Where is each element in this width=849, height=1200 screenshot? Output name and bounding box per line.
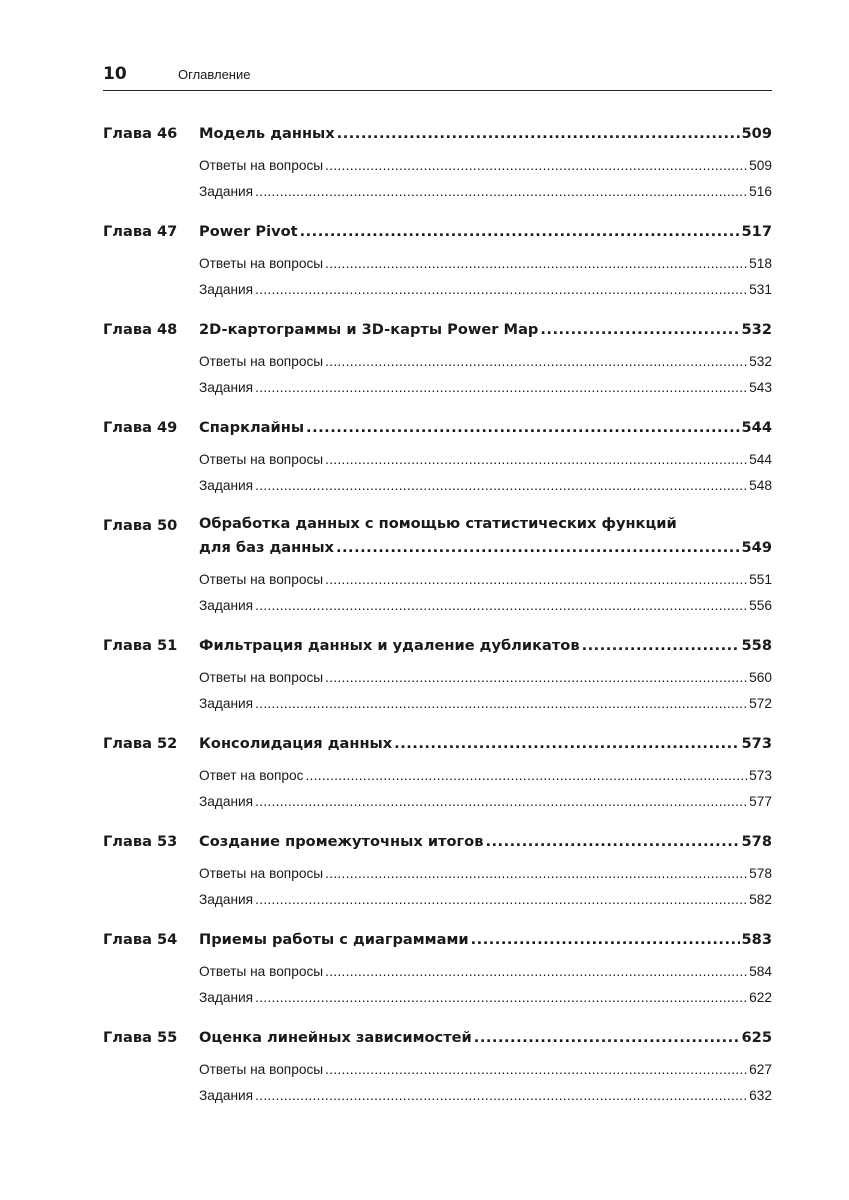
section-page: 572 — [749, 696, 772, 711]
chapter-page: 509 — [741, 125, 772, 142]
section-entry[interactable] — [199, 763, 772, 789]
section-page: 551 — [749, 572, 772, 587]
chapter-title: для баз данных — [199, 539, 334, 556]
dot-leader — [255, 1083, 747, 1109]
section-entry[interactable] — [199, 179, 772, 205]
chapter-page: 583 — [741, 931, 772, 948]
chapter-title: Модель данных — [199, 125, 335, 142]
dot-leader — [255, 375, 747, 401]
dot-leader — [540, 317, 739, 343]
section-entry[interactable] — [199, 153, 772, 179]
section-entry[interactable] — [199, 887, 772, 913]
chapter-entry[interactable] — [199, 633, 772, 659]
chapter-title: Консолидация данных — [199, 735, 393, 752]
chapter-title: 2D-картограммы и 3D-карты Power Map — [199, 321, 539, 338]
section-title: Ответы на вопросы — [199, 354, 324, 369]
chapter-label: Глава 52 — [103, 735, 178, 752]
dot-leader — [325, 153, 747, 179]
section-entry[interactable] — [199, 959, 772, 985]
toc-chapter — [103, 121, 772, 205]
section-title: Ответы на вопросы — [199, 964, 324, 979]
dot-leader — [300, 219, 740, 245]
toc-chapter — [103, 1025, 772, 1109]
chapter-label: Глава 50 — [103, 517, 178, 534]
dot-leader — [305, 763, 747, 789]
section-page: 548 — [749, 478, 772, 493]
section-entry[interactable] — [199, 1083, 772, 1109]
chapter-title: Фильтрация данных и удаление дубликатов — [199, 637, 580, 654]
toc-chapter — [103, 829, 772, 913]
dot-leader — [325, 959, 747, 985]
section-entry[interactable] — [199, 861, 772, 887]
section-entry[interactable] — [199, 567, 772, 593]
section-page: 573 — [749, 768, 772, 783]
section-page: 544 — [749, 452, 772, 467]
dot-leader — [336, 535, 740, 561]
page-header — [103, 62, 772, 91]
dot-leader — [255, 593, 747, 619]
toc-chapter — [103, 219, 772, 303]
dot-leader — [325, 861, 747, 887]
section-title: Ответ на вопрос — [199, 768, 304, 783]
dot-leader — [255, 277, 747, 303]
chapter-page: 517 — [741, 223, 772, 240]
toc-chapter — [103, 731, 772, 815]
chapter-entry[interactable] — [199, 415, 772, 441]
section-entry[interactable] — [199, 277, 772, 303]
chapter-page: 625 — [741, 1029, 772, 1046]
section-page: 560 — [749, 670, 772, 685]
dot-leader — [255, 179, 747, 205]
dot-leader — [325, 1057, 747, 1083]
section-entry[interactable] — [199, 251, 772, 277]
chapter-label: Глава 46 — [103, 125, 178, 142]
section-title: Задания — [199, 282, 254, 297]
dot-leader — [337, 121, 740, 147]
chapter-page: 549 — [741, 539, 772, 556]
section-title: Задания — [199, 794, 254, 809]
section-page: 627 — [749, 1062, 772, 1077]
section-entry[interactable] — [199, 1057, 772, 1083]
dot-leader — [255, 985, 747, 1011]
dot-leader — [325, 665, 747, 691]
section-title: Ответы на вопросы — [199, 452, 324, 467]
dot-leader — [394, 731, 739, 757]
chapter-label: Глава 51 — [103, 637, 178, 654]
chapter-entry[interactable] — [199, 317, 772, 343]
dot-leader — [325, 567, 747, 593]
running-title: Оглавление — [178, 67, 251, 82]
section-page: 509 — [749, 158, 772, 173]
toc-chapter — [103, 415, 772, 499]
section-title: Ответы на вопросы — [199, 670, 324, 685]
table-of-contents — [103, 121, 772, 1123]
section-title: Задания — [199, 892, 254, 907]
section-page: 582 — [749, 892, 772, 907]
chapter-page: 573 — [741, 735, 772, 752]
section-title: Ответы на вопросы — [199, 256, 324, 271]
section-page: 516 — [749, 184, 772, 199]
chapter-label: Глава 47 — [103, 223, 178, 240]
chapter-page: 558 — [741, 637, 772, 654]
section-page: 543 — [749, 380, 772, 395]
toc-chapter — [103, 633, 772, 717]
dot-leader — [255, 789, 747, 815]
section-entry[interactable] — [199, 375, 772, 401]
section-page: 518 — [749, 256, 772, 271]
chapter-entry[interactable] — [199, 731, 772, 757]
section-entry[interactable] — [199, 985, 772, 1011]
chapter-page: 578 — [741, 833, 772, 850]
chapter-entry[interactable] — [199, 121, 772, 147]
dot-leader — [325, 447, 747, 473]
section-page: 577 — [749, 794, 772, 809]
page-number: 10 — [103, 64, 127, 84]
section-entry[interactable] — [199, 593, 772, 619]
chapter-label: Глава 49 — [103, 419, 178, 436]
section-title: Задания — [199, 696, 254, 711]
section-entry[interactable] — [199, 473, 772, 499]
section-title: Ответы на вопросы — [199, 866, 324, 881]
chapter-page: 544 — [741, 419, 772, 436]
chapter-label: Глава 55 — [103, 1029, 178, 1046]
chapter-title: Спарклайны — [199, 419, 305, 436]
dot-leader — [582, 633, 740, 659]
section-title: Задания — [199, 990, 254, 1005]
dot-leader — [485, 829, 739, 855]
section-page: 632 — [749, 1088, 772, 1103]
section-page: 584 — [749, 964, 772, 979]
dot-leader — [306, 415, 739, 441]
chapter-entry[interactable] — [199, 927, 772, 953]
chapter-title: Создание промежуточных итогов — [199, 833, 484, 850]
section-title: Ответы на вопросы — [199, 158, 324, 173]
dot-leader — [325, 251, 747, 277]
section-title: Ответы на вопросы — [199, 1062, 324, 1077]
chapter-entry[interactable] — [199, 219, 772, 245]
section-title: Задания — [199, 380, 254, 395]
section-title: Задания — [199, 184, 254, 199]
section-title: Задания — [199, 478, 254, 493]
chapter-title: Приемы работы с диаграммами — [199, 931, 469, 948]
toc-chapter — [103, 927, 772, 1011]
toc-chapter — [103, 317, 772, 401]
dot-leader — [255, 473, 747, 499]
dot-leader — [255, 691, 747, 717]
chapter-title-first-line: Обработка данных с помощью статистических функций — [199, 515, 677, 532]
chapter-entry[interactable] — [199, 1025, 772, 1051]
section-page: 578 — [749, 866, 772, 881]
toc-chapter — [103, 513, 772, 619]
chapter-label: Глава 48 — [103, 321, 178, 338]
section-entry[interactable] — [199, 349, 772, 375]
section-entry[interactable] — [199, 789, 772, 815]
dot-leader — [471, 927, 740, 953]
section-page: 622 — [749, 990, 772, 1005]
chapter-page: 532 — [741, 321, 772, 338]
chapter-title: Оценка линейных зависимостей — [199, 1029, 472, 1046]
section-page: 531 — [749, 282, 772, 297]
section-title: Задания — [199, 1088, 254, 1103]
chapter-entry[interactable] — [199, 535, 772, 561]
section-entry[interactable] — [199, 447, 772, 473]
section-entry[interactable] — [199, 691, 772, 717]
chapter-label: Глава 53 — [103, 833, 178, 850]
section-title: Ответы на вопросы — [199, 572, 324, 587]
dot-leader — [325, 349, 747, 375]
section-page: 532 — [749, 354, 772, 369]
section-title: Задания — [199, 598, 254, 613]
chapter-label: Глава 54 — [103, 931, 178, 948]
section-entry[interactable] — [199, 665, 772, 691]
chapter-entry[interactable] — [199, 829, 772, 855]
chapter-title: Power Pivot — [199, 223, 298, 240]
section-page: 556 — [749, 598, 772, 613]
dot-leader — [255, 887, 747, 913]
dot-leader — [474, 1025, 740, 1051]
